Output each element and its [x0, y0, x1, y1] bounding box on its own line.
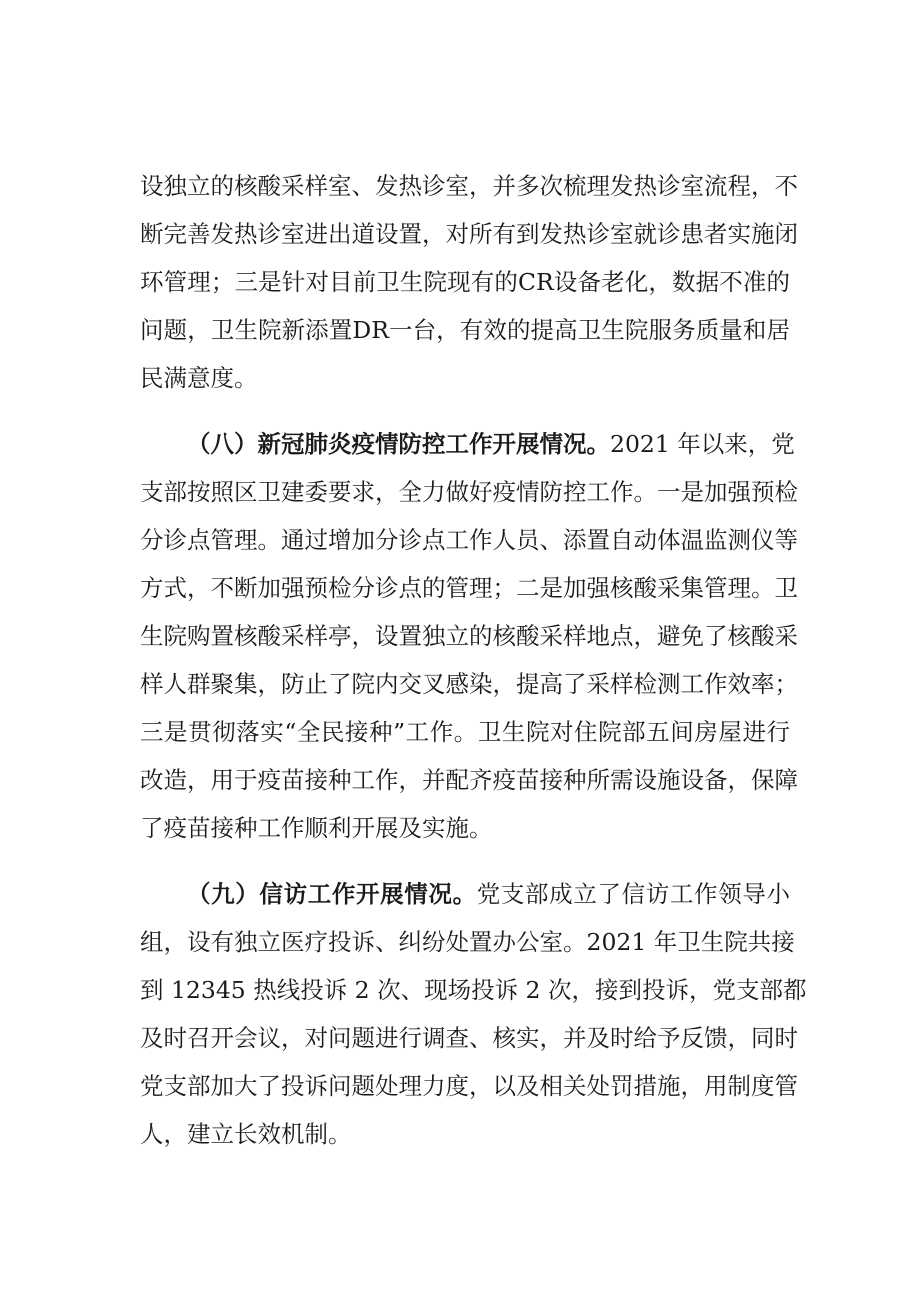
text-line: 党支部加大了投诉问题处理力度，以及相关处罚措施，用制度管	[140, 1072, 798, 1100]
document-page	[140, 162, 807, 1158]
paragraph-epidemic-control	[140, 420, 798, 852]
text-line: 及时召开会议，对问题进行调查、核实，并及时给予反馈，同时	[140, 1024, 798, 1052]
text-line: 方式，不断加强预检分诊点的管理；二是加强核酸采集管理。卫	[140, 574, 798, 602]
text-line: 生院购置核酸采样亭，设置独立的核酸采样地点，避免了核酸采	[140, 622, 798, 650]
text-line: 组，设有独立医疗投诉、纠纷处置办公室。2021 年卫生院共接	[140, 928, 795, 956]
text-line: 分诊点管理。通过增加分诊点工作人员、添置自动体温监测仪等	[140, 526, 798, 554]
text-line: 断完善发热诊室进出道设置，对所有到发热诊室就诊患者实施闭	[140, 220, 798, 248]
text-line	[140, 420, 795, 468]
text-line-rest: 党支部成立了信访工作领导小	[476, 880, 790, 908]
text-line	[140, 870, 790, 918]
section-heading-9: （九）信访工作开展情况。	[187, 880, 477, 908]
text-line: 改造，用于疫苗接种工作，并配齐疫苗接种所需设施设备，保障	[140, 766, 798, 794]
text-line: 设独立的核酸采样室、发热诊室，并多次梳理发热诊室流程，不	[140, 172, 798, 200]
text-line: 了疫苗接种工作顺利开展及实施。	[140, 814, 493, 842]
paragraph-petition-work	[140, 870, 807, 1158]
text-line: 支部按照区卫建委要求，全力做好疫情防控工作。一是加强预检	[140, 478, 798, 506]
text-line: 民满意度。	[140, 364, 258, 392]
paragraph-equipment	[140, 162, 798, 402]
text-line: 样人群聚集，防止了院内交叉感染，提高了采样检测工作效率；	[140, 670, 798, 698]
section-heading-8: （八）新冠肺炎疫情防控工作开展情况。	[187, 430, 610, 458]
text-line: 三是贯彻落实“全民接种”工作。卫生院对住院部五间房屋进行	[140, 718, 790, 746]
text-line: 环管理；三是针对目前卫生院现有的CR设备老化，数据不准的	[140, 268, 790, 296]
text-line: 问题，卫生院新添置DR一台，有效的提高卫生院服务质量和居	[140, 316, 790, 344]
text-line: 人，建立长效机制。	[140, 1120, 352, 1148]
text-line-rest: 2021 年以来，党	[610, 430, 795, 458]
text-line: 到 12345 热线投诉 2 次、现场投诉 2 次，接到投诉，党支部都	[140, 976, 807, 1004]
